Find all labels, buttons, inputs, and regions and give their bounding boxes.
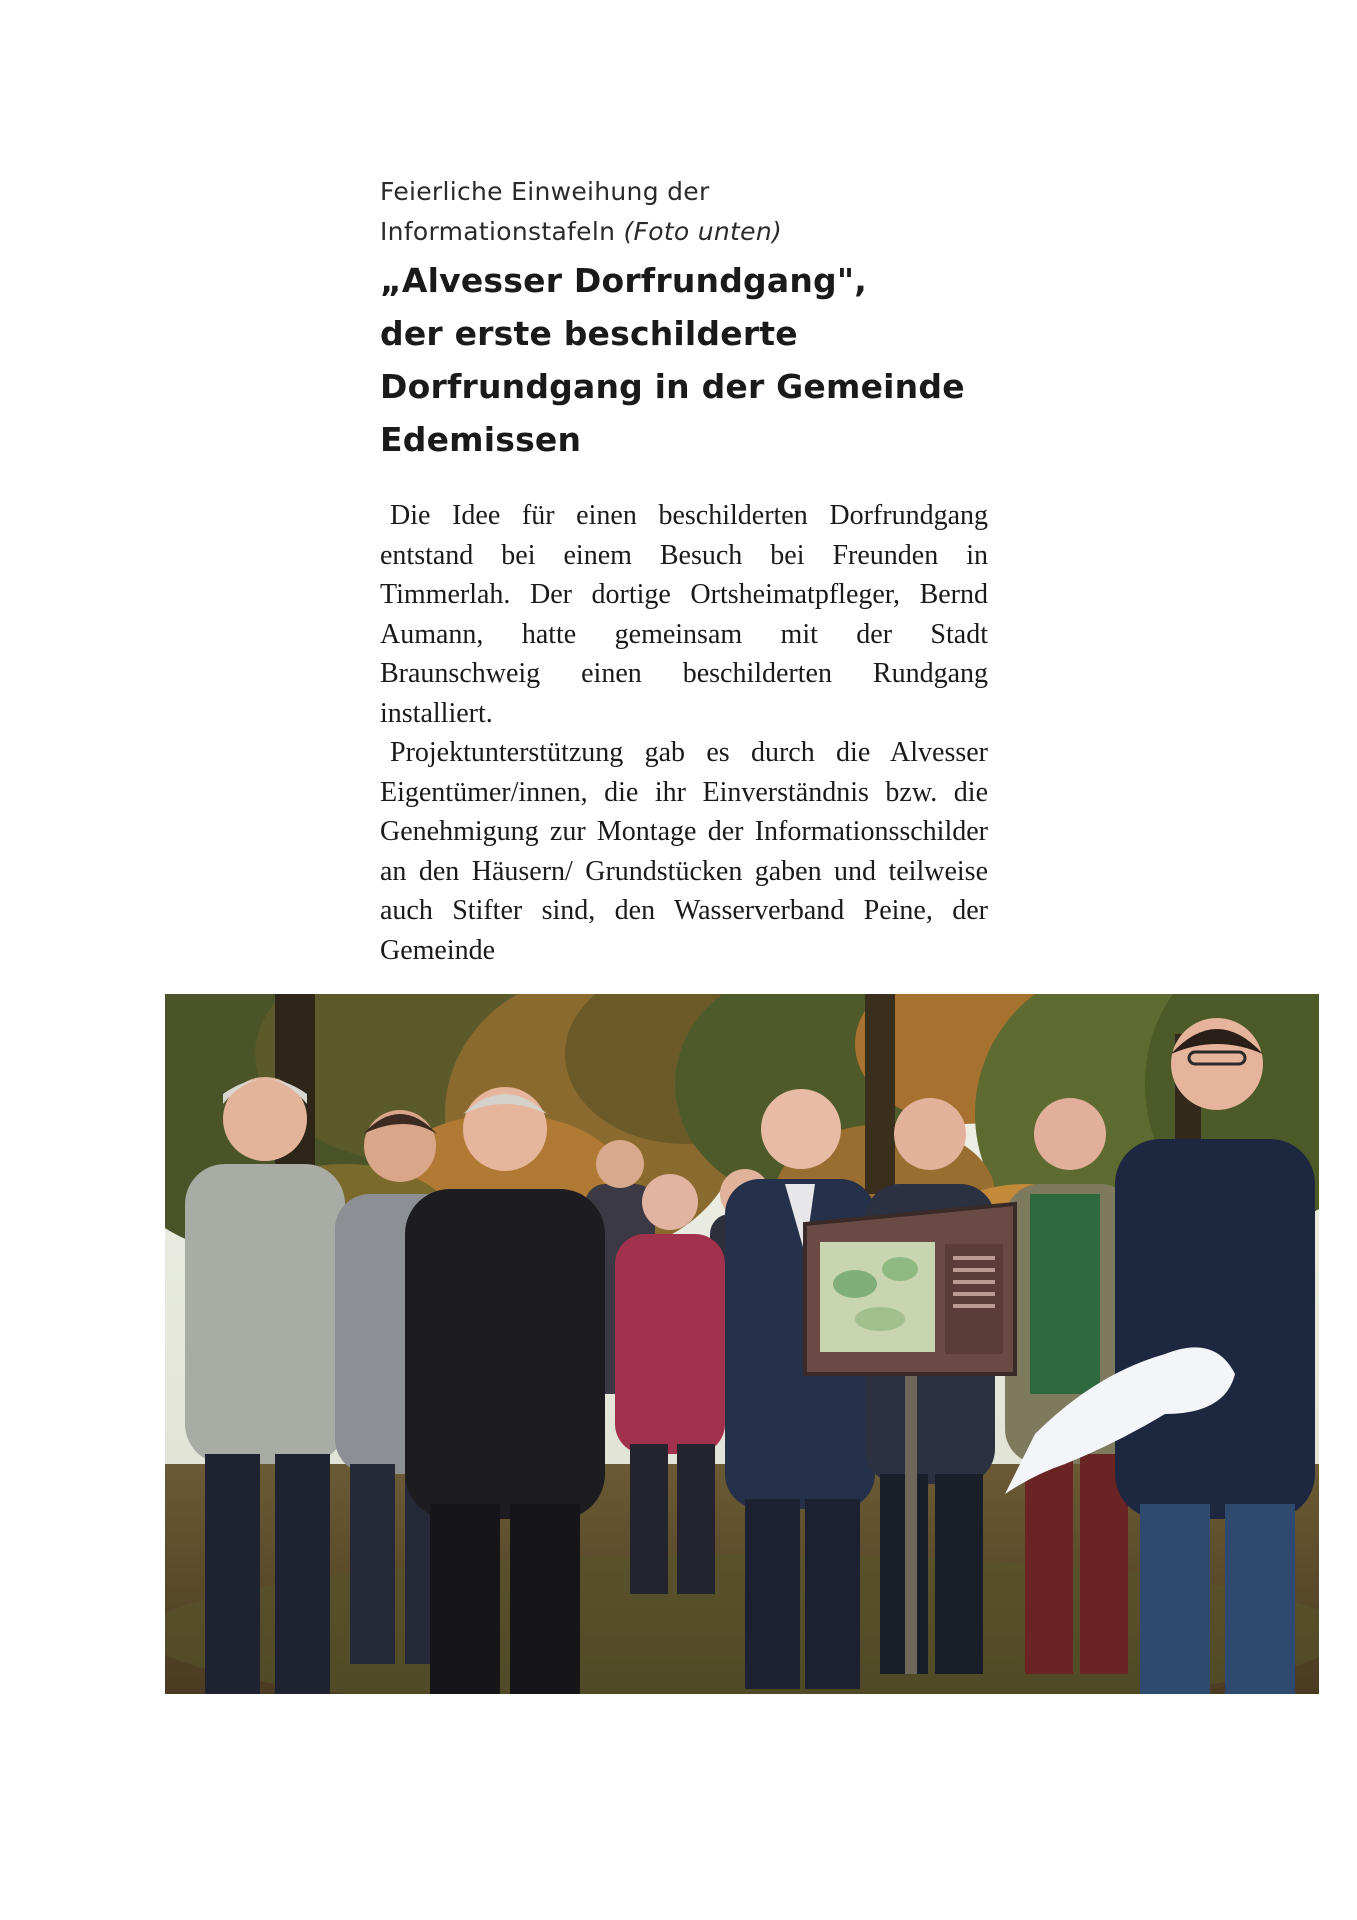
kicker-line-2	[380, 212, 988, 252]
kicker-line-2-text: Informationstafeln	[380, 217, 616, 246]
body-paragraph-2: Projektunterstützung gab es durch die Alvesser Eigentümer/innen, die ihr Einverständnis bzw. die Genehmigung zur Montage der Informationsschilder an den Häusern/ Grundstücken gaben und teilweise auch Stifter sind, den Wasserverband Peine, der Gemeinde	[380, 737, 988, 966]
group-photo-illustration	[165, 994, 1319, 1694]
kicker-line-1: Feierliche Einweihung der	[380, 177, 710, 206]
article-body	[380, 496, 988, 970]
headline-line-4: Edemissen	[380, 420, 582, 459]
body-paragraph-1: Die Idee für einen beschilderten Dorfrundgang entstand bei einem Besuch bei Freunden in Timmerlah. Der dortige Ortsheimatpfleger, Bernd Aumann, hatte gemeinsam mit der Stadt Braunschweig einen beschilderten Rundgang installiert.	[380, 500, 988, 729]
headline-line-3: Dorfrundgang in der Gemeinde	[380, 367, 965, 406]
kicker-photo-note: (Foto unten)	[623, 217, 783, 246]
article	[380, 172, 988, 970]
headline-line-1: „Alvesser Dorfrundgang",	[380, 261, 867, 300]
headline-line-2: der erste beschilderte	[380, 314, 798, 353]
article-kicker	[380, 172, 988, 252]
group-photo	[165, 994, 1319, 1694]
article-headline	[380, 254, 988, 466]
board-map	[820, 1242, 935, 1352]
